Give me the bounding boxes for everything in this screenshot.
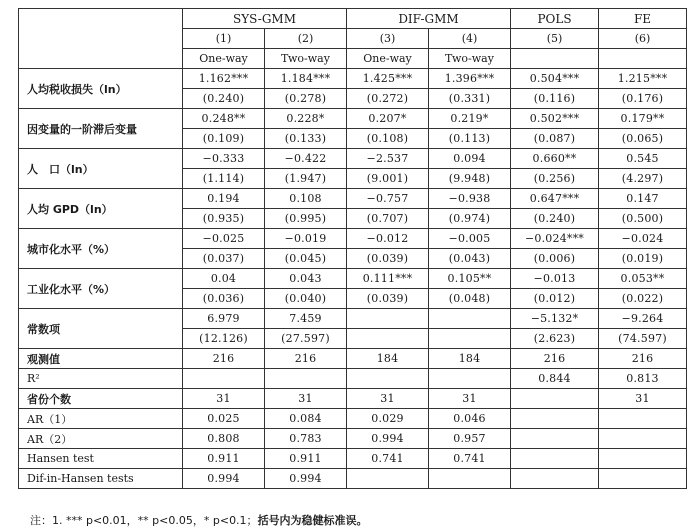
stat-cell: 0.029 xyxy=(347,409,429,429)
coef-cell: −0.025 xyxy=(183,229,265,249)
variable-label: 人均 GPD（ln） xyxy=(19,189,183,229)
coef-cell: −0.012 xyxy=(347,229,429,249)
variable-label: 工业化水平（%） xyxy=(19,269,183,309)
se-cell: (0.108) xyxy=(347,129,429,149)
stat-row xyxy=(19,409,687,429)
stat-cell: 0.741 xyxy=(429,449,511,469)
se-cell: (0.012) xyxy=(511,289,599,309)
se-cell: (27.597) xyxy=(265,329,347,349)
header-number: (2) xyxy=(265,29,347,49)
se-cell: (9.948) xyxy=(429,169,511,189)
stat-cell: 0.783 xyxy=(265,429,347,449)
header-way xyxy=(599,49,687,69)
se-cell: (0.113) xyxy=(429,129,511,149)
se-cell: (12.126) xyxy=(183,329,265,349)
coef-row xyxy=(19,309,687,329)
coef-cell: 0.053** xyxy=(599,269,687,289)
coef-cell: 0.043 xyxy=(265,269,347,289)
stat-cell xyxy=(183,369,265,389)
coef-cell: 0.228* xyxy=(265,109,347,129)
coef-cell: −0.333 xyxy=(183,149,265,169)
coef-cell: 0.111*** xyxy=(347,269,429,289)
footnote-robust-se: 括号内为稳健标准误。 xyxy=(257,514,368,527)
coef-row xyxy=(19,229,687,249)
se-cell: (0.065) xyxy=(599,129,687,149)
se-cell: (0.176) xyxy=(599,89,687,109)
stat-cell xyxy=(511,449,599,469)
variable-label: 人均税收损失（ln） xyxy=(19,69,183,109)
coef-cell: 0.105** xyxy=(429,269,511,289)
se-cell: (0.272) xyxy=(347,89,429,109)
stat-cell xyxy=(511,389,599,409)
coef-row xyxy=(19,109,687,129)
stat-label: R² xyxy=(19,369,183,389)
stat-cell xyxy=(265,369,347,389)
stat-label: 观测值 xyxy=(19,349,183,369)
coef-cell: −9.264 xyxy=(599,309,687,329)
header-group: DIF-GMM xyxy=(347,9,511,29)
coef-cell: −0.024*** xyxy=(511,229,599,249)
stat-cell xyxy=(511,409,599,429)
se-cell: (0.045) xyxy=(265,249,347,269)
coef-row xyxy=(19,269,687,289)
header-way: Two-way xyxy=(265,49,347,69)
stat-label: 省份个数 xyxy=(19,389,183,409)
stat-cell: 0.741 xyxy=(347,449,429,469)
header-group: POLS xyxy=(511,9,599,29)
stat-row xyxy=(19,349,687,369)
coef-cell: 1.425*** xyxy=(347,69,429,89)
coef-cell: 0.504*** xyxy=(511,69,599,89)
stat-cell: 216 xyxy=(183,349,265,369)
se-cell: (0.087) xyxy=(511,129,599,149)
coef-cell: 1.396*** xyxy=(429,69,511,89)
coef-cell: −0.019 xyxy=(265,229,347,249)
coef-cell: 0.194 xyxy=(183,189,265,209)
stat-cell xyxy=(599,469,687,489)
stat-cell xyxy=(599,429,687,449)
stat-row xyxy=(19,369,687,389)
se-cell: (0.043) xyxy=(429,249,511,269)
variable-label: 因变量的一阶滞后变量 xyxy=(19,109,183,149)
stat-cell xyxy=(429,469,511,489)
coef-cell: 6.979 xyxy=(183,309,265,329)
coef-cell: 7.459 xyxy=(265,309,347,329)
header-group: FE xyxy=(599,9,687,29)
stat-cell: 0.025 xyxy=(183,409,265,429)
table-footnote xyxy=(30,512,368,528)
header-corner xyxy=(19,9,183,69)
se-cell: (4.297) xyxy=(599,169,687,189)
stat-cell: 216 xyxy=(265,349,347,369)
header-way: One-way xyxy=(347,49,429,69)
coef-cell: −0.938 xyxy=(429,189,511,209)
coef-cell: 0.502*** xyxy=(511,109,599,129)
se-cell: (2.623) xyxy=(511,329,599,349)
se-cell: (0.036) xyxy=(183,289,265,309)
stat-cell: 31 xyxy=(599,389,687,409)
se-cell: (0.256) xyxy=(511,169,599,189)
se-cell: (0.019) xyxy=(599,249,687,269)
se-cell: (0.935) xyxy=(183,209,265,229)
stat-cell xyxy=(347,369,429,389)
stat-cell xyxy=(599,449,687,469)
stat-label: AR（1） xyxy=(19,409,183,429)
header-number: (4) xyxy=(429,29,511,49)
header-number: (3) xyxy=(347,29,429,49)
coef-cell: 0.179** xyxy=(599,109,687,129)
header-way xyxy=(511,49,599,69)
se-cell: (0.707) xyxy=(347,209,429,229)
header-group: SYS-GMM xyxy=(183,9,347,29)
stat-cell: 184 xyxy=(429,349,511,369)
header-way: One-way xyxy=(183,49,265,69)
coef-cell: −0.757 xyxy=(347,189,429,209)
coef-cell: 1.162*** xyxy=(183,69,265,89)
coef-cell: 0.219* xyxy=(429,109,511,129)
se-cell: (0.331) xyxy=(429,89,511,109)
coef-cell: 0.647*** xyxy=(511,189,599,209)
se-cell: (0.040) xyxy=(265,289,347,309)
coef-cell xyxy=(429,309,511,329)
stat-cell: 216 xyxy=(511,349,599,369)
se-cell: (0.995) xyxy=(265,209,347,229)
coef-cell: −0.422 xyxy=(265,149,347,169)
stat-cell: 31 xyxy=(265,389,347,409)
coef-cell: 1.215*** xyxy=(599,69,687,89)
footnote-significance: 注：1. *** p<0.01，** p<0.05，* p<0.1； xyxy=(30,514,258,527)
coef-cell: −0.024 xyxy=(599,229,687,249)
coef-cell: 0.04 xyxy=(183,269,265,289)
stat-cell: 31 xyxy=(429,389,511,409)
stat-cell: 0.808 xyxy=(183,429,265,449)
stat-cell: 31 xyxy=(183,389,265,409)
stat-cell xyxy=(347,469,429,489)
coef-row xyxy=(19,69,687,89)
se-cell: (0.022) xyxy=(599,289,687,309)
stat-cell: 0.994 xyxy=(183,469,265,489)
se-cell: (0.240) xyxy=(511,209,599,229)
se-cell: (1.114) xyxy=(183,169,265,189)
coef-cell: −5.132* xyxy=(511,309,599,329)
se-cell: (0.039) xyxy=(347,249,429,269)
coef-cell: 0.147 xyxy=(599,189,687,209)
stat-row xyxy=(19,449,687,469)
coef-row xyxy=(19,149,687,169)
se-cell: (0.039) xyxy=(347,289,429,309)
stat-cell: 0.813 xyxy=(599,369,687,389)
se-cell: (0.974) xyxy=(429,209,511,229)
stat-cell: 31 xyxy=(347,389,429,409)
se-cell: (74.597) xyxy=(599,329,687,349)
coef-cell: 0.207* xyxy=(347,109,429,129)
header-number: (5) xyxy=(511,29,599,49)
header-way: Two-way xyxy=(429,49,511,69)
stat-cell: 0.084 xyxy=(265,409,347,429)
coef-cell xyxy=(347,309,429,329)
coef-cell: −0.013 xyxy=(511,269,599,289)
stat-cell: 0.046 xyxy=(429,409,511,429)
coef-cell: −0.005 xyxy=(429,229,511,249)
coef-cell: 0.248** xyxy=(183,109,265,129)
stat-label: Hansen test xyxy=(19,449,183,469)
se-cell xyxy=(347,329,429,349)
stat-cell: 216 xyxy=(599,349,687,369)
se-cell: (1.947) xyxy=(265,169,347,189)
stat-label: AR（2） xyxy=(19,429,183,449)
regression-table xyxy=(18,8,687,489)
coef-cell: 0.660** xyxy=(511,149,599,169)
coef-cell: 0.108 xyxy=(265,189,347,209)
se-cell: (0.048) xyxy=(429,289,511,309)
stat-cell xyxy=(511,469,599,489)
se-cell xyxy=(429,329,511,349)
header-number: (6) xyxy=(599,29,687,49)
stat-cell xyxy=(429,369,511,389)
variable-label: 城市化水平（%） xyxy=(19,229,183,269)
se-cell: (9.001) xyxy=(347,169,429,189)
se-cell: (0.116) xyxy=(511,89,599,109)
se-cell: (0.278) xyxy=(265,89,347,109)
variable-label: 人 口（ln） xyxy=(19,149,183,189)
se-cell: (0.500) xyxy=(599,209,687,229)
se-cell: (0.037) xyxy=(183,249,265,269)
coef-cell: 0.545 xyxy=(599,149,687,169)
stat-cell xyxy=(599,409,687,429)
stat-cell: 0.911 xyxy=(265,449,347,469)
stat-cell: 0.957 xyxy=(429,429,511,449)
stat-cell xyxy=(511,429,599,449)
stat-cell: 184 xyxy=(347,349,429,369)
stat-row xyxy=(19,469,687,489)
se-cell: (0.006) xyxy=(511,249,599,269)
header-group-row xyxy=(19,9,687,29)
stat-row xyxy=(19,389,687,409)
stat-cell: 0.911 xyxy=(183,449,265,469)
stat-label: Dif-in-Hansen tests xyxy=(19,469,183,489)
header-number: (1) xyxy=(183,29,265,49)
variable-label: 常数项 xyxy=(19,309,183,349)
se-cell: (0.133) xyxy=(265,129,347,149)
coef-cell: 1.184*** xyxy=(265,69,347,89)
stat-row xyxy=(19,429,687,449)
stat-cell: 0.994 xyxy=(347,429,429,449)
coef-cell: 0.094 xyxy=(429,149,511,169)
coef-cell: −2.537 xyxy=(347,149,429,169)
se-cell: (0.240) xyxy=(183,89,265,109)
stat-cell: 0.994 xyxy=(265,469,347,489)
se-cell: (0.109) xyxy=(183,129,265,149)
coef-row xyxy=(19,189,687,209)
stat-cell: 0.844 xyxy=(511,369,599,389)
